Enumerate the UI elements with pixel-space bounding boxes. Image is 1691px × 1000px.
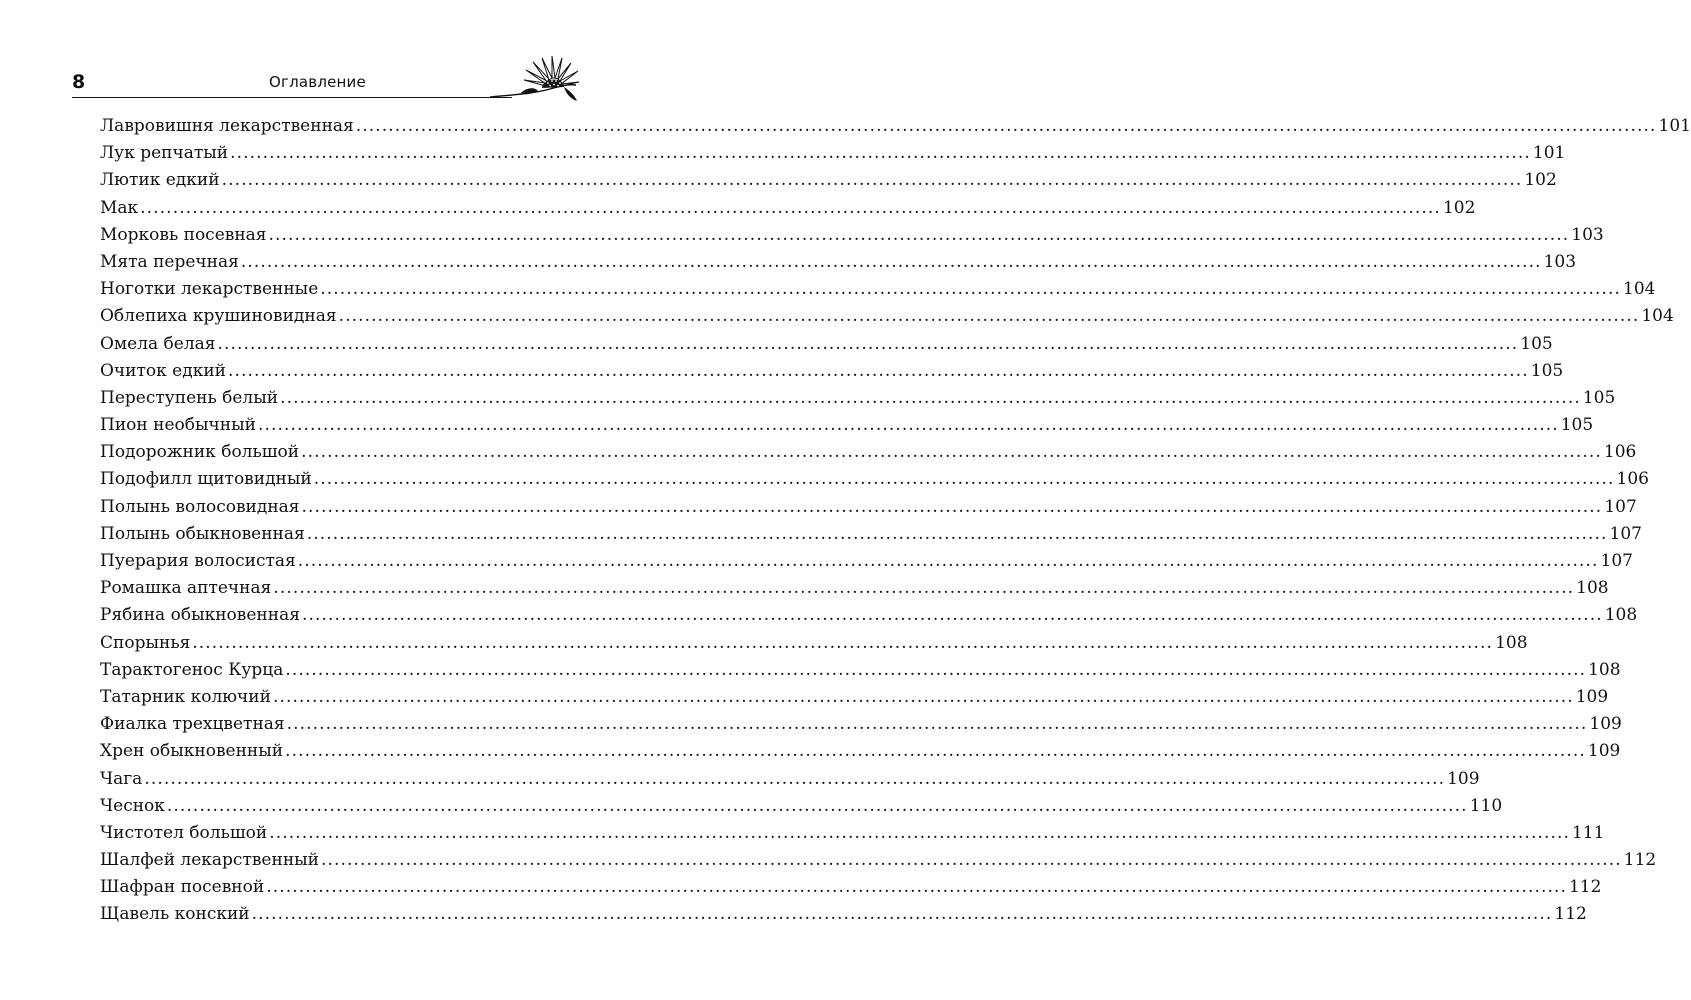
toc-dot-leader: ........................................................................................................................................................................................................ [257,415,1559,436]
toc-entry-title: Подофилл щитовидный [100,469,312,490]
toc-dot-leader: ........................................................................................................................................................................................................ [280,387,1581,408]
toc-entry-page: 101 [1658,116,1691,136]
toc-entry-page: 109 [1447,768,1480,789]
toc-entry-page: 105 [1530,360,1564,381]
toc-entry [100,276,1656,303]
toc-entry-page: 103 [1571,224,1604,245]
toc-entry-title: Шалфей лекарственный [100,850,320,871]
toc-dot-leader: ........................................................................................................................................................................................................ [297,551,1599,571]
toc-entry-page: 108 [1604,605,1638,626]
toc-entry-page: 108 [1576,578,1609,599]
toc-entry [100,521,1642,548]
toc-entry-title: Чеснок [100,795,165,816]
toc-dot-leader: ........................................................................................................................................................................................................ [144,768,1446,789]
toc-entry-page: 109 [1587,741,1621,762]
toc-entry [100,657,1621,684]
toc-dot-leader: ........................................................................................................................................................................................................ [251,904,1553,925]
toc-entry [100,439,1637,466]
toc-entry-title: Лук репчатый [100,143,229,164]
toc-dot-leader: ........................................................................................................................................................................................................ [338,306,1640,327]
toc-entry-title: Мак [100,197,139,218]
toc-entry-title: Татарник колючий [100,686,271,707]
toc-entry-title: Подорожник большой [100,442,300,463]
toc-entry-title: Рябина обыкновенная [100,605,300,626]
toc-dot-leader: ........................................................................................................................................................................................................ [140,197,1441,218]
flower-icon [480,56,580,108]
toc-entry-page: 105 [1520,333,1553,354]
toc-entry [100,630,1528,657]
toc-entry [100,793,1503,820]
toc-entry-page: 112 [1623,850,1657,871]
toc-dot-leader: ........................................................................................................................................................................................................ [221,170,1523,191]
toc-entry-page: 110 [1469,795,1503,816]
toc-entry-page: 107 [1604,496,1637,517]
toc-entry-title: Полынь обыкновенная [100,523,305,544]
toc-entry-page: 105 [1560,415,1594,436]
toc-entry [100,874,1602,901]
toc-dot-leader: ........................................................................................................................................................................................................ [228,360,1529,381]
toc-dot-leader: ........................................................................................................................................................................................................ [306,523,1608,544]
toc-dot-leader: ........................................................................................................................................................................................................ [320,279,1622,300]
toc-dot-leader: ........................................................................................................................................................................................................ [301,442,1602,463]
toc-dot-leader: ........................................................................................................................................................................................................ [217,333,1519,354]
toc-dot-leader: ........................................................................................................................................................................................................ [268,224,1570,245]
toc-entry [100,222,1604,249]
toc-entry-page: 109 [1589,714,1622,735]
toc-entry-page: 102 [1524,170,1557,191]
toc-dot-leader: ........................................................................................................................................................................................................ [321,850,1622,871]
toc-entry [100,494,1637,521]
toc-dot-leader: ........................................................................................................................................................................................................ [192,632,1494,653]
toc-dot-leader: ........................................................................................................................................................................................................ [269,822,1570,843]
toc-entry [100,167,1557,194]
toc-entry-title: Очиток едкий [100,360,226,381]
toc-entry-title: Морковь посевная [100,224,267,245]
toc-entry-page: 106 [1616,469,1649,490]
toc-entry [100,466,1649,493]
toc-entry-page: 107 [1609,523,1642,544]
toc-entry-title: Переступень белый [100,387,279,408]
toc-entry [100,358,1564,385]
toc-entry [100,684,1609,711]
toc-entry [100,303,1674,330]
header-rule [72,97,512,98]
toc-dot-leader: ........................................................................................................................................................................................................ [301,605,1603,626]
toc-entry-title: Пуерария волосистая [100,551,296,571]
toc-entry-title: Щавель конский [100,904,250,925]
toc-entry-page: 112 [1554,904,1587,925]
toc-dot-leader: ........................................................................................................................................................................................................ [273,578,1575,599]
toc-entry [100,901,1587,928]
toc-entry [100,548,1633,575]
toc-entry-title: Чага [100,768,143,789]
toc-entry-title: Лавровишня лекарственная [100,116,354,136]
toc-entry-title: Шафран посевной [100,877,265,898]
toc-entry-title: Тарактогенос Курца [100,659,284,680]
toc-entry [100,575,1609,602]
toc-dot-leader: ........................................................................................................................................................................................................ [240,251,1542,272]
toc-entry [100,331,1553,358]
toc-entry-page: 106 [1603,442,1637,463]
toc-entry-page: 104 [1641,306,1674,327]
toc-dot-leader: ........................................................................................................................................................................................................ [286,714,1588,735]
toc-entry [100,820,1605,847]
toc-entry-title: Полынь волосовидная [100,496,300,517]
toc-entry-title: Чистотел большой [100,822,268,843]
toc-dot-leader: ........................................................................................................................................................................................................ [355,116,1657,136]
toc-entry-page: 102 [1442,197,1476,218]
toc-dot-leader: ........................................................................................................................................................................................................ [285,659,1587,680]
toc-entry [100,766,1480,793]
toc-entry-page: 109 [1575,686,1609,707]
toc-entry-title: Омела белая [100,333,216,354]
toc-entry-title: Ноготки лекарственные [100,279,319,300]
toc-entry [100,738,1621,765]
toc-dot-leader: ........................................................................................................................................................................................................ [313,469,1615,490]
toc-entry-title: Мята перечная [100,251,239,272]
toc-entry [100,113,1691,140]
page-number: 8 [72,71,86,93]
toc-entry [100,385,1616,412]
toc-entry-title: Ромашка аптечная [100,578,272,599]
toc-entry [100,847,1657,874]
toc-list [100,113,1691,929]
toc-entry-title: Хрен обыкновенный [100,741,284,762]
toc-entry-title: Облепиха крушиновидная [100,306,337,327]
toc-dot-leader: ........................................................................................................................................................................................................ [230,143,1531,164]
toc-entry-page: 103 [1543,251,1577,272]
toc-entry [100,249,1577,276]
toc-entry [100,602,1638,629]
toc-dot-leader: ........................................................................................................................................................................................................ [166,795,1468,816]
toc-entry [100,140,1566,167]
toc-dot-leader: ........................................................................................................................................................................................................ [266,877,1567,898]
toc-entry-title: Фиалка трехцветная [100,714,285,735]
toc-entry-page: 108 [1588,659,1621,680]
toc-entry-page: 112 [1568,877,1602,898]
toc-entry-title: Пион необычный [100,415,256,436]
toc-entry [100,195,1476,222]
toc-entry-page: 107 [1600,551,1633,571]
running-head: Оглавление [269,73,366,91]
toc-entry-page: 101 [1532,143,1566,164]
toc-entry-page: 111 [1571,822,1605,843]
toc-entry [100,412,1594,439]
toc-entry-title: Лютик едкий [100,170,220,191]
toc-entry [100,711,1622,738]
toc-entry-page: 105 [1582,387,1616,408]
toc-dot-leader: ........................................................................................................................................................................................................ [301,496,1603,517]
toc-dot-leader: ........................................................................................................................................................................................................ [272,686,1574,707]
toc-entry-page: 108 [1495,632,1528,653]
toc-dot-leader: ........................................................................................................................................................................................................ [285,741,1586,762]
toc-entry-title: Спорынья [100,632,191,653]
toc-entry-page: 104 [1623,279,1656,300]
